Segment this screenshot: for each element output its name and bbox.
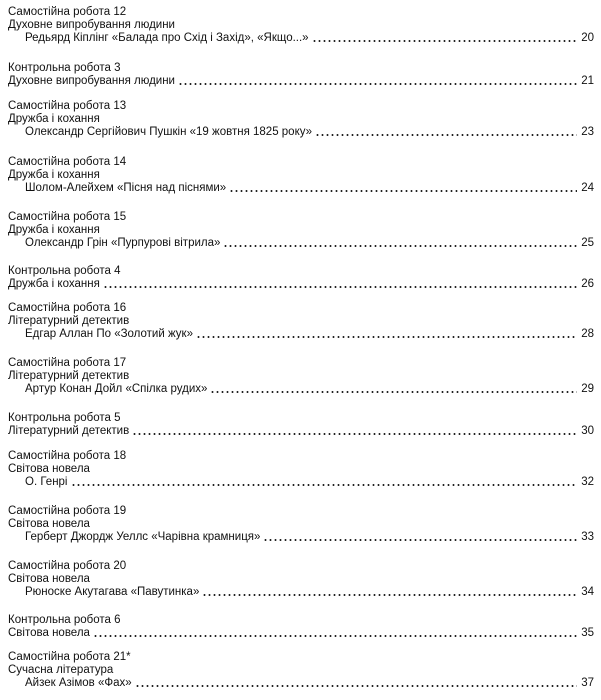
page-number: 26 — [581, 278, 594, 290]
toc-entry — [0, 357, 601, 396]
entry-title: Контрольна робота 3 — [8, 62, 121, 74]
entry-work: Рюноске Акутагава «Павутинка» — [25, 586, 200, 598]
entry-topic: Світова новела — [8, 627, 90, 639]
entry-work: О. Генрі — [25, 476, 68, 488]
toc-entry — [0, 100, 601, 139]
dot-leader — [132, 433, 577, 435]
toc-entry — [0, 62, 601, 88]
entry-title: Самостійна робота 18 — [8, 450, 127, 462]
dot-leader — [312, 40, 577, 42]
entry-work: Олександр Грін «Пурпурові вітрила» — [25, 237, 221, 249]
entry-title: Самостійна робота 16 — [8, 302, 127, 314]
page-number: 25 — [581, 237, 594, 249]
entry-work-line — [0, 677, 601, 690]
entry-work: Айзек Азімов «Фах» — [25, 677, 132, 689]
entry-work-line — [0, 328, 601, 341]
entry-topic: Літературний детектив — [8, 370, 130, 382]
toc-entry — [0, 450, 601, 489]
entry-title: Контрольна робота 4 — [8, 265, 121, 277]
entry-title: Контрольна робота 6 — [8, 614, 121, 626]
entry-topic: Духовне випробування людини — [8, 19, 175, 31]
entry-title: Самостійна робота 14 — [8, 156, 127, 168]
dot-leader — [103, 286, 577, 288]
entry-topic: Сучасна література — [8, 664, 114, 676]
entry-work: Едгар Аллан По «Золотий жук» — [25, 328, 193, 340]
page-number: 24 — [581, 182, 594, 194]
toc-entry — [0, 651, 601, 690]
entry-topic: Літературний детектив — [8, 425, 130, 437]
entry-title: Самостійна робота 15 — [8, 211, 127, 223]
page-number: 20 — [581, 32, 594, 44]
entry-title: Самостійна робота 20 — [8, 560, 127, 572]
dot-leader — [135, 685, 577, 687]
entry-topic: Світова новела — [8, 463, 90, 475]
dot-leader — [93, 635, 577, 637]
entry-topic: Світова новела — [8, 573, 90, 585]
entry-topic: Дружба і кохання — [8, 169, 100, 181]
entry-topic-line — [0, 278, 601, 291]
entry-work-line — [0, 383, 601, 396]
entry-work: Редьярд Кіплінг «Балада про Схід і Захід», «Якщо...» — [25, 32, 309, 44]
entry-topic: Духовне випробування людини — [8, 75, 175, 87]
entry-work: Герберт Джордж Уеллс «Чарівна крамниця» — [25, 531, 261, 543]
dot-leader — [210, 391, 577, 393]
page-number: 29 — [581, 383, 594, 395]
entry-topic-line — [0, 75, 601, 88]
dot-leader — [229, 190, 577, 192]
entry-topic: Світова новела — [8, 518, 90, 530]
toc-entry — [0, 412, 601, 438]
toc-entry — [0, 156, 601, 195]
toc-entry — [0, 302, 601, 341]
page-number: 35 — [581, 627, 594, 639]
entry-work: Артур Конан Дойл «Спілка рудих» — [25, 383, 208, 395]
entry-work: Олександр Сергійович Пушкін «19 жовтня 1825 року» — [25, 126, 313, 138]
toc-entry — [0, 614, 601, 640]
dot-leader — [223, 245, 577, 247]
entry-title: Самостійна робота 12 — [8, 6, 127, 18]
entry-title: Самостійна робота 13 — [8, 100, 127, 112]
entry-work-line — [0, 476, 601, 489]
page-number: 21 — [581, 75, 594, 87]
page-number: 34 — [581, 586, 594, 598]
dot-leader — [202, 594, 577, 596]
entry-title: Контрольна робота 5 — [8, 412, 121, 424]
page-number: 32 — [581, 476, 594, 488]
entry-work-line — [0, 237, 601, 250]
entry-topic: Дружба і кохання — [8, 278, 100, 290]
toc-entry — [0, 560, 601, 599]
toc-entry — [0, 505, 601, 544]
dot-leader — [263, 539, 577, 541]
dot-leader — [196, 336, 577, 338]
entry-work-line — [0, 531, 601, 544]
page-number: 30 — [581, 425, 594, 437]
entry-work-line — [0, 586, 601, 599]
entry-title: Самостійна робота 19 — [8, 505, 127, 517]
page-number: 23 — [581, 126, 594, 138]
entry-work-line — [0, 32, 601, 45]
entry-work-line — [0, 126, 601, 139]
dot-leader — [71, 484, 578, 486]
entry-topic: Дружба і кохання — [8, 224, 100, 236]
dot-leader — [178, 83, 577, 85]
page-number: 33 — [581, 531, 594, 543]
page-number: 28 — [581, 328, 594, 340]
toc-entry — [0, 265, 601, 291]
entry-work-line — [0, 182, 601, 195]
entry-title: Самостійна робота 17 — [8, 357, 127, 369]
page-number: 37 — [581, 677, 594, 689]
entry-topic: Літературний детектив — [8, 315, 130, 327]
toc-entry — [0, 211, 601, 250]
entry-topic: Дружба і кохання — [8, 113, 100, 125]
toc-entry — [0, 6, 601, 45]
entry-work: Шолом-Алейхем «Пісня над піснями» — [25, 182, 227, 194]
entry-title: Самостійна робота 21* — [8, 651, 131, 663]
dot-leader — [315, 134, 577, 136]
entry-topic-line — [0, 627, 601, 640]
entry-topic-line — [0, 425, 601, 438]
